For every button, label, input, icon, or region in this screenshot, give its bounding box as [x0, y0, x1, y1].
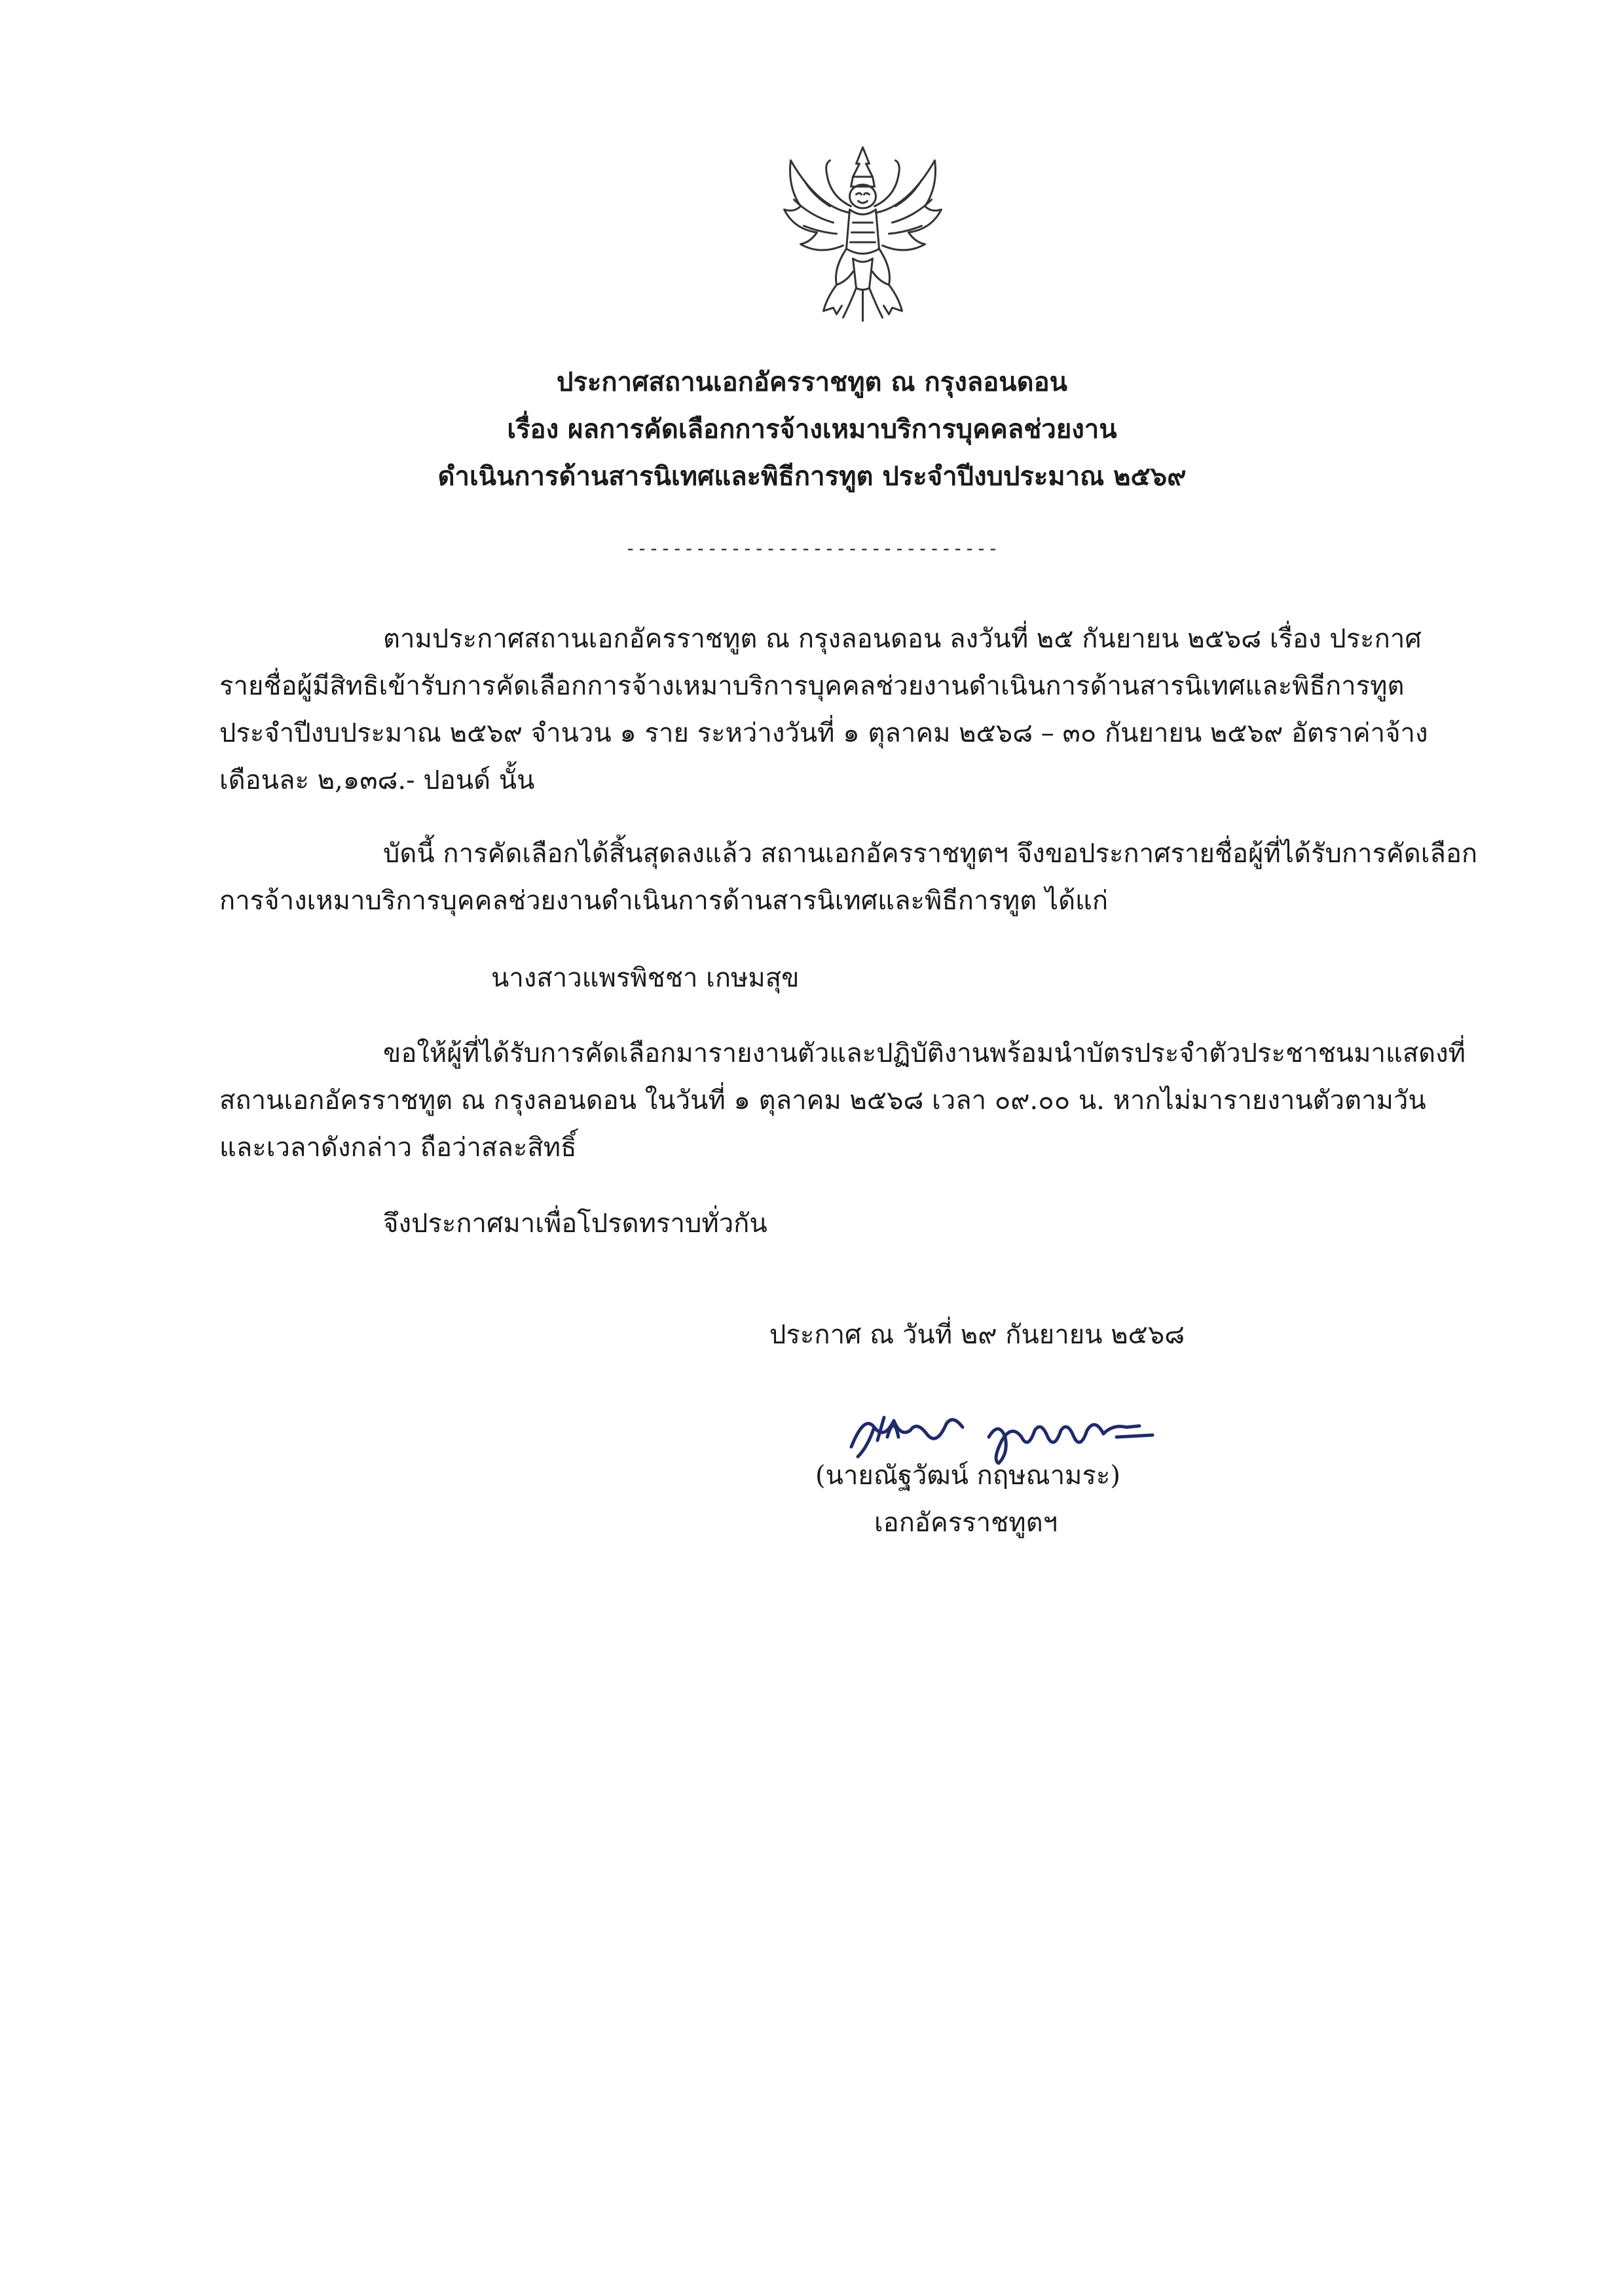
garuda-emblem-icon	[763, 134, 963, 331]
closing-statement: จึงประกาศมาเพื่อโปรดทราบทั่วกัน	[383, 1209, 767, 1239]
paragraph-1-line-4: เดือนละ ๒,๑๓๘.- ปอนด์ นั้น	[219, 765, 535, 795]
selected-candidate-name: นางสาวแพรพิชชา เกษมสุข	[491, 963, 800, 993]
announcement-title: ประกาศสถานเอกอัครราชทูต ณ กรุงลอนดอน	[557, 367, 1067, 397]
paragraph-3-line-1: ขอให้ผู้ที่ได้รับการคัดเลือกมารายงานตัวและปฏิบัติงานพร้อมนำบัตรประจำตัวประชาชนมาแสดงที่	[383, 1038, 1466, 1068]
paragraph-1-line-1: ตามประกาศสถานเอกอัครราชทูต ณ กรุงลอนดอน ลงวันที่ ๒๕ กันยายน ๒๕๖๘ เรื่อง ประกาศ	[383, 624, 1422, 654]
paragraph-3-line-2: สถานเอกอัครราชทูต ณ กรุงลอนดอน ในวันที่ ๑ ตุลาคม ๒๕๖๘ เวลา ๐๙.๐๐ น. หากไม่มารายงานตัวตามวัน	[219, 1085, 1426, 1116]
paragraph-1-line-2: รายชื่อผู้มีสิทธิเข้ารับการคัดเลือกการจ้างเหมาบริการบุคคลช่วยงานดำเนินการด้านสารนิเทศและพิธีการทูต	[219, 671, 1405, 701]
signer-name: (นายณัฐวัฒน์ กฤษณามระ)	[815, 1461, 1120, 1491]
title-divider: --------------------------------	[625, 538, 999, 559]
paragraph-3-line-3: และเวลาดังกล่าว ถือว่าสละสิทธิ์	[219, 1133, 577, 1163]
announcement-subject: เรื่อง ผลการคัดเลือกการจ้างเหมาบริการบุคคลช่วยงาน	[507, 414, 1117, 445]
signer-title: เอกอัครราชทูตฯ	[874, 1508, 1058, 1538]
paragraph-2-line-2: การจ้างเหมาบริการบุคคลช่วยงานดำเนินการด้านสารนิเทศและพิธีการทูต ได้แก่	[219, 886, 1109, 916]
paragraph-1-line-3: ประจำปีงบประมาณ ๒๕๖๙ จำนวน ๑ ราย ระหว่างวันที่ ๑ ตุลาคม ๒๕๖๘ – ๓๐ กันยายน ๒๕๖๙ อัตราค่าจ้าง	[219, 718, 1428, 748]
paragraph-2-line-1: บัดนี้ การคัดเลือกได้สิ้นสุดลงแล้ว สถานเอกอัครราชทูตฯ จึงขอประกาศรายชื่อผู้ที่ได้รับการคัดเลือก	[383, 839, 1478, 869]
announcement-subject-continued: ดำเนินการด้านสารนิเทศและพิธีการทูต ประจำปีงบประมาณ ๒๕๖๙	[437, 461, 1187, 492]
announcement-date: ประกาศ ณ วันที่ ๒๙ กันยายน ๒๕๖๘	[769, 1320, 1185, 1350]
